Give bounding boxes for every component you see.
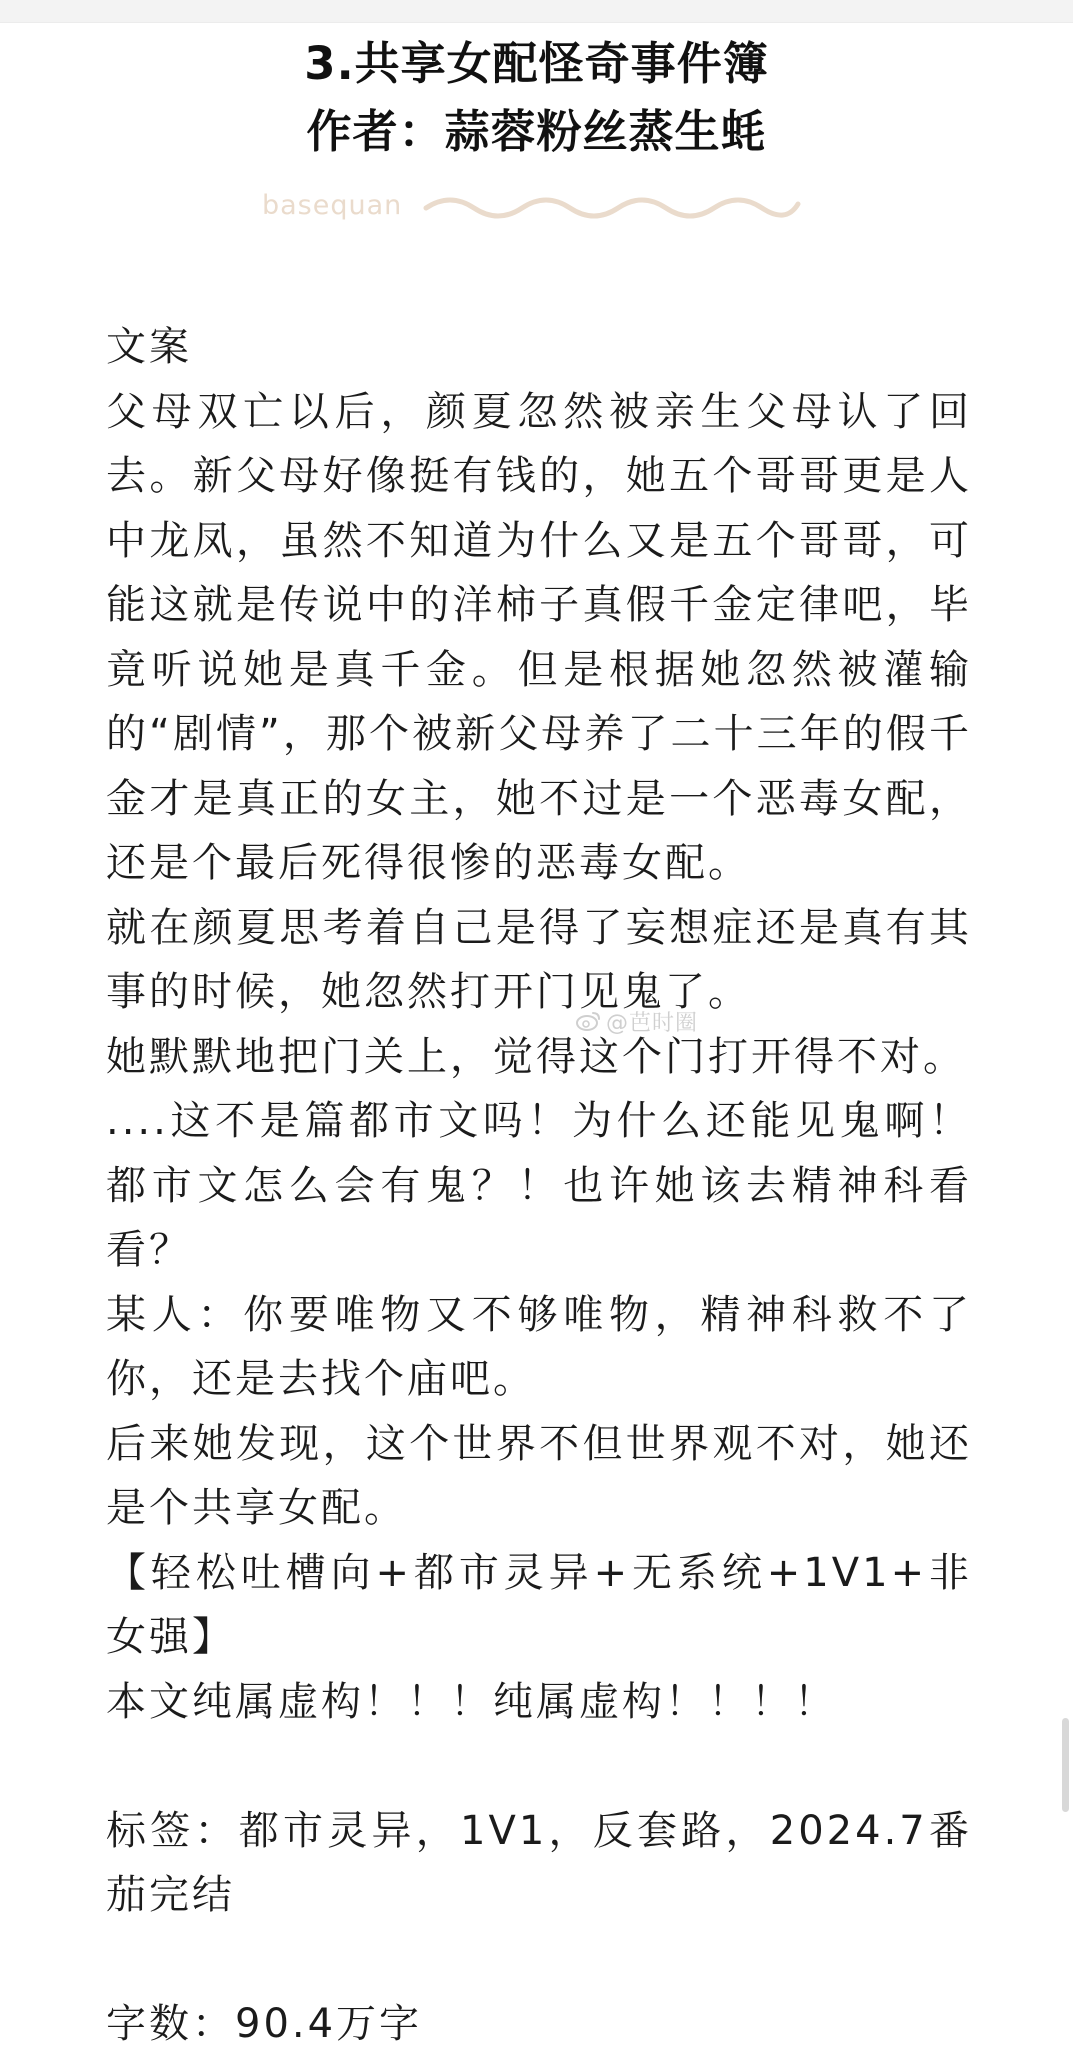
synopsis-paragraph: 就在颜夏思考着自己是得了妄想症还是真有其事的时候，她忽然打开门见鬼了。 [106,904,972,1015]
blank-line [106,1734,972,1799]
synopsis-paragraph: 父母双亡以后，颜夏忽然被亲生父母认了回去。新父母好像挺有钱的，她五个哥哥更是人中龙凤，虽然不知道为什么又是五个哥哥，可能这就是传说中的洋柿子真假千金定律吧，毕竟听说她是真千金。但是根据她忽然被灌输的“剧情”，那个被新父母养了二十三年的假千金才是真正的女主，她不过是一个恶毒女配，还是个最后死得很惨的恶毒女配。 [106,388,972,886]
synopsis-paragraph: ....这不是篇都市文吗！为什么还能见鬼啊！都市文怎么会有鬼？！也许她该去精神科看看？ [106,1098,972,1273]
scrollbar[interactable] [1062,1718,1069,1812]
blank-line [106,1928,972,1993]
top-strip [0,0,1073,23]
section-label: 文案 [106,324,192,370]
article-body [106,315,972,2057]
watermark [576,1006,698,1036]
wave-divider-icon [422,186,802,230]
weibo-logo-icon [576,1010,602,1032]
book-title: 3.共享女配怪奇事件簿 [304,37,769,90]
synopsis-paragraph: 后来她发现，这个世界不但世界观不对，她还是个共享女配。 [106,1420,972,1531]
word-count: 字数：90.4万字 [106,2001,423,2047]
watermark-text: @芭时圈 [606,1010,699,1036]
disclaimer-line: 本文纯属虚构！！！纯属虚构！！！！ [106,1678,837,1725]
synopsis-paragraph: 某人：你要唯物又不够唯物，精神科救不了你，还是去找个庙吧。 [106,1291,972,1402]
tags-line: 标签：都市灵异，1V1，反套路，2024.7番茄完结 [106,1807,972,1918]
header [0,30,1073,166]
divider-text: basequan [262,190,403,221]
genre-tags-line: 【轻松吐槽向+都市灵异+无系统+1V1+非女强】 [106,1549,972,1660]
author-line: 作者：蒜蓉粉丝蒸生蚝 [306,105,767,158]
synopsis-paragraph: 她默默地把门关上，觉得这个门打开得不对。 [106,1033,966,1080]
divider [262,186,802,230]
